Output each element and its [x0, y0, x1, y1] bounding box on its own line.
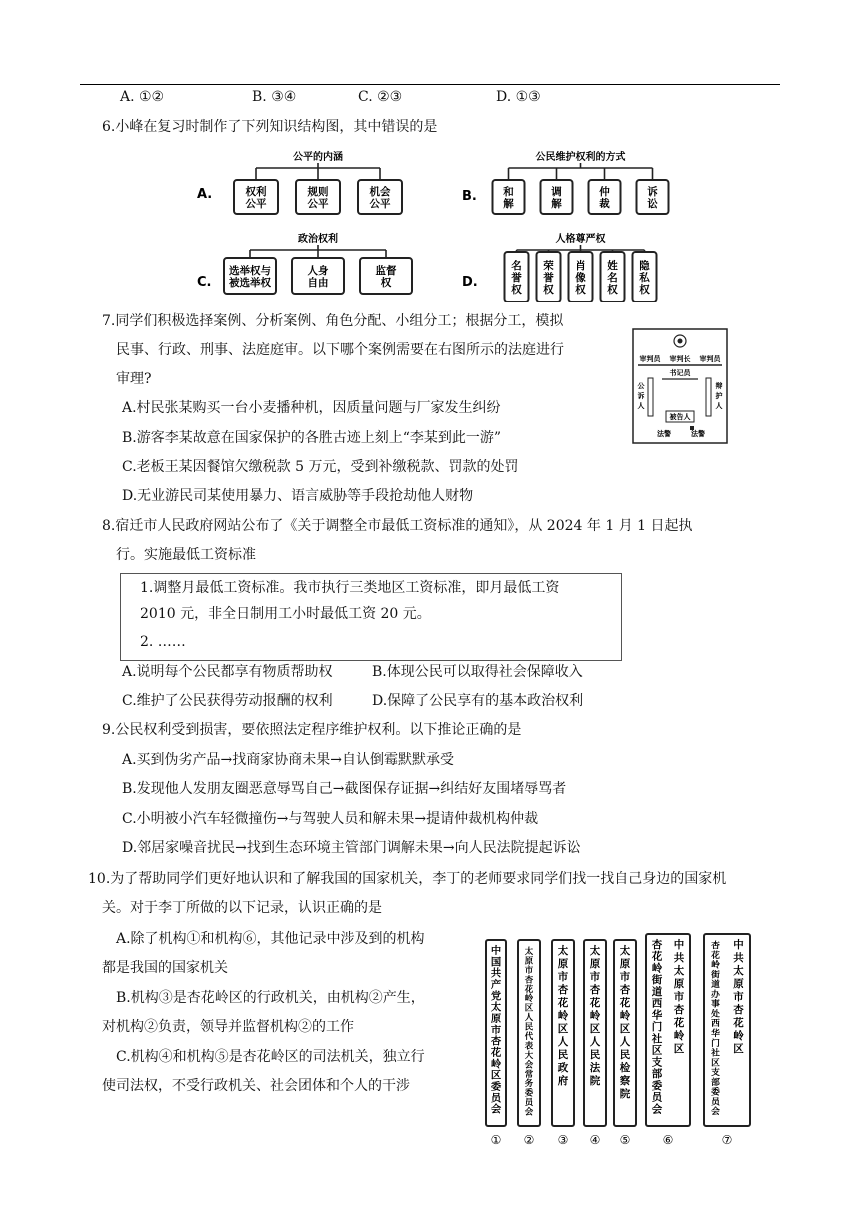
q6-node-label: 裁 [599, 198, 610, 210]
q6-diagram-title: 人格尊严权 [555, 234, 606, 245]
q10-stem-line1: 10.为了帮助同学们更好地认识和了解我国的国家机关，李丁的老师要求同学们找一找自己身边的国家机 [88, 871, 727, 887]
signboard-number: ② [523, 1133, 535, 1147]
signboard-char: 民 [524, 1021, 534, 1032]
q6-node-label: 人身 [307, 265, 329, 277]
court-prosecutor-label: 人 [637, 402, 645, 410]
q10-option-b-line1: B.机构③是杏花岭区的行政机关，由机构②产生， [116, 990, 425, 1006]
signboard-number: ④ [589, 1133, 601, 1147]
q6-node-label: 机会 [369, 186, 391, 198]
signboard-char: 西 [711, 1019, 720, 1030]
signboard-char: 务 [524, 1078, 534, 1089]
signboard-number: ⑦ [721, 1133, 733, 1147]
signboard-number: ⑥ [662, 1133, 674, 1147]
q6-node-label: 自由 [307, 277, 329, 289]
q6-node-label: 权 [543, 284, 554, 296]
signboard-char: 市 [733, 991, 744, 1003]
signboard-number: ① [490, 1133, 502, 1147]
signboard-char: 员 [524, 1097, 534, 1108]
q6-node-label: 誉 [511, 272, 522, 284]
signboard-char: 部 [651, 1068, 663, 1081]
q6-node-label: 和 [503, 186, 514, 198]
q6-node-label: 誉 [543, 272, 554, 284]
q6-node-label: 调 [551, 186, 562, 198]
court-defender-label: 护 [715, 392, 723, 400]
q7-stem-line3: 审理? [116, 371, 152, 387]
signboard-char: 市 [524, 964, 534, 975]
q7-option-c: C.老板王某因餐馆欠缴税款 5 万元，受到补缴税款、罚款的处罚 [122, 459, 519, 475]
court-clerk-label: 书记员 [669, 369, 691, 377]
q9-option-c: C.小明被小汽车轻微撞伤→与驾驶人员和解未果→提请仲裁机构仲裁 [122, 811, 539, 827]
q6-node-label: 权 [511, 284, 522, 296]
signboard-char: 太 [733, 965, 744, 977]
signboard-char: 太 [619, 945, 631, 957]
q7-option-b: B.游客李某故意在国家保护的各胜古迹上刻上“李某到此一游” [122, 430, 502, 446]
signboard-2 [518, 940, 540, 1147]
q6-node-label: 公平 [369, 198, 391, 210]
q6-diagram-a [197, 150, 402, 214]
signboard-char: 员 [490, 1092, 502, 1105]
signboard-char: 表 [524, 1040, 534, 1051]
court-prosecutor-label: 诉 [637, 392, 645, 400]
q6-node-label: 讼 [647, 198, 658, 210]
signboard-char: 花 [589, 997, 601, 1009]
court-defender-label: 辩 [715, 382, 723, 390]
signboard-char: 共 [490, 967, 502, 980]
signboard-char: 区 [557, 1023, 569, 1035]
signboard-char: 原 [733, 978, 744, 990]
signboard-char: 中 [490, 945, 502, 957]
q10-stem-line2: 关。对于李丁所做的以下记录，认识正确的是 [102, 900, 382, 916]
signboard-char: 中 [673, 939, 685, 951]
q6-node-label: 权利 [245, 186, 267, 198]
signboard-char: 岭 [651, 962, 663, 975]
q5-option-c: C. ②③ [358, 89, 403, 105]
signboard-char: 民 [589, 1049, 601, 1061]
q6-option-letter: A. [197, 187, 213, 202]
signboard-char: 处 [711, 1009, 720, 1020]
q6-structure-diagrams [195, 148, 675, 302]
q5-option-b: B. ③④ [252, 89, 297, 105]
signboard-char: 党 [490, 990, 502, 1003]
signboard-char: 原 [673, 978, 685, 990]
signboard-char: 原 [490, 1013, 502, 1025]
courtroom-layout-figure [632, 328, 728, 444]
signboard-char: 大 [524, 1049, 534, 1060]
court-bailiff-label: 法警 [691, 430, 705, 438]
signboard-char: 杏 [651, 939, 663, 951]
signboard-char: 区 [619, 1023, 631, 1035]
q6-node-label: 荣 [543, 260, 554, 272]
signboard-char: 原 [524, 955, 534, 966]
signboard-char: 员 [711, 1097, 720, 1108]
q9-option-a: A.买到伪劣产品→找商家协商未果→自认倒霉默默承受 [122, 752, 455, 768]
signboard-char: 市 [673, 991, 685, 1003]
q9-option-b: B.发现他人发朋友圈恶意辱骂自己→截图保存证据→纠结好友围堵辱骂者 [122, 781, 567, 797]
court-defender-label: 人 [715, 402, 723, 410]
q6-node-label: 像 [575, 272, 586, 284]
signboard-char: 杏 [619, 984, 631, 996]
q6-diagram-d [462, 232, 657, 302]
q6-node-label: 解 [551, 198, 562, 210]
q5-option-d: D. ①③ [496, 89, 541, 105]
q5-option-a: A. ①② [120, 89, 165, 105]
q6-node-label: 公平 [245, 198, 267, 210]
signboard-5 [614, 940, 636, 1147]
signboard-char: 花 [619, 997, 631, 1009]
signboard-char: 区 [490, 1069, 502, 1082]
q6-stem: 6.小峰在复习时制作了下列知识结构图，其中错误的是 [102, 119, 438, 135]
court-defendant-label: 被告人 [669, 413, 691, 421]
signboard-char: 原 [589, 958, 601, 970]
signboard-char: 府 [557, 1075, 569, 1087]
signboard-char: 部 [711, 1077, 720, 1088]
q6-node-label: 公平 [307, 198, 329, 210]
signboard-char: 共 [673, 952, 685, 964]
signboard-number: ⑤ [619, 1133, 631, 1147]
signboard-char: 花 [557, 997, 569, 1009]
signboard-char: 西 [651, 997, 663, 1010]
signboard-char: 岭 [733, 1030, 744, 1042]
signboard-char: 市 [619, 971, 631, 983]
signboard-char: 察 [619, 1075, 631, 1087]
q7-stem-line2: 民事、行政、刑事、法庭庭审。以下哪个案例需要在右图所示的法庭进行 [116, 342, 564, 358]
defender-desk [706, 378, 711, 416]
q7-option-a: A.村民张某购买一台小麦播种机，因质量问题与厂家发生纠纷 [122, 400, 501, 416]
q6-node-label: 权 [380, 277, 392, 289]
q10-option-a-line2: 都是我国的国家机关 [102, 960, 228, 976]
q8-box-line3: 2. …… [140, 634, 186, 650]
q7-stem-line1: 7.同学们积极选择案例、分析案例、角色分配、小组分工；根据分工，模拟 [102, 313, 564, 329]
q6-diagram-title: 公民维护权利的方式 [535, 152, 626, 163]
q6-node-label: 仲 [599, 186, 610, 198]
signboard-char: 杏 [524, 974, 534, 985]
signboard-char: 院 [589, 1075, 601, 1087]
signboard-3 [552, 940, 574, 1147]
q8-box-line1: 1.调整月最低工资标准。我市执行三类地区工资标准，即月最低工资 [140, 580, 560, 596]
signboard-number: ③ [557, 1133, 569, 1147]
signboard-char: 原 [619, 958, 631, 970]
signboard-char: 会 [651, 1103, 663, 1116]
q6-node-label: 权 [607, 284, 618, 296]
signboard-char: 市 [557, 971, 569, 983]
q8-option-c: C.维护了公民获得劳动报酬的权利 [122, 693, 333, 709]
court-judge-label: 审判员 [639, 355, 661, 363]
signboard-char: 杏 [589, 984, 601, 996]
signboard-char: 杏 [557, 984, 569, 996]
signboard-char: 太 [490, 1001, 502, 1014]
signboard-char: 社 [651, 1032, 663, 1045]
q6-diagram-b [462, 150, 669, 214]
signboard-char: 街 [711, 970, 720, 981]
signboard-char: 办 [711, 989, 720, 1000]
q6-diagram-title: 政治权利 [298, 234, 338, 245]
signboard-char: 区 [651, 1044, 663, 1057]
signboard-char: 太 [589, 945, 601, 957]
signboard-char: 检 [619, 1062, 631, 1074]
q6-node-label: 解 [503, 198, 514, 210]
signboard-char: 花 [524, 983, 534, 994]
signboard-4 [584, 940, 606, 1147]
signboard-char: 岭 [711, 960, 720, 971]
q8-box-line2: 2010 元，非全日制用工小时最低工资 20 元。 [140, 606, 431, 622]
signboard-char: 会 [524, 1106, 534, 1117]
signboard-char: 委 [651, 1079, 663, 1092]
signboard-char: 杏 [711, 941, 720, 951]
q6-node-label: 私 [639, 272, 650, 284]
signboard-char: 支 [711, 1068, 720, 1079]
q9-stem: 9.公民权利受到损害，要依照法定程序维护权利。以下推论正确的是 [102, 722, 522, 738]
national-emblem-center [678, 339, 683, 344]
signboard-char: 人 [557, 1036, 569, 1048]
signboard-char: 社 [711, 1048, 720, 1059]
signboard-char: 人 [524, 1012, 534, 1023]
signboard-char: 太 [524, 946, 534, 956]
q6-node-label: 选举权与 [229, 265, 271, 277]
signboard-char: 人 [589, 1036, 601, 1048]
signboard-char: 道 [711, 980, 720, 991]
signboard-6 [646, 934, 690, 1147]
signboard-char: 产 [490, 979, 502, 991]
signboard-char: 支 [651, 1056, 663, 1069]
signboard-char: 法 [589, 1062, 601, 1074]
signboard-char: 委 [524, 1087, 534, 1098]
signboard-char: 花 [733, 1017, 744, 1029]
signboard-1 [486, 940, 506, 1147]
signboard-char: 岭 [589, 1010, 601, 1022]
signboard-char: 岭 [490, 1058, 502, 1071]
signboard-char: 会 [490, 1103, 502, 1116]
q6-node-label: 被选举权 [229, 277, 271, 289]
signboard-char: 院 [619, 1088, 631, 1100]
signboard-char: 员 [651, 1091, 663, 1104]
q6-node-label: 肖 [575, 260, 586, 272]
signboard-char: 人 [619, 1036, 631, 1048]
signboard-char: 会 [524, 1059, 534, 1070]
q8-option-a: A.说明每个公民都享有物质帮助权 [122, 664, 333, 680]
signboard-char: 区 [524, 1002, 534, 1013]
signboard-char: 市 [589, 971, 601, 983]
q6-node-label: 规则 [307, 186, 329, 198]
q8-option-b: B.体现公民可以取得社会保障收入 [372, 664, 583, 680]
q6-option-letter: D. [462, 275, 478, 290]
signboard-7 [704, 934, 750, 1147]
signboard-char: 常 [524, 1068, 534, 1079]
signboard-char: 民 [557, 1049, 569, 1061]
signboard-char: 岭 [673, 1030, 685, 1042]
signboard-char: 民 [619, 1049, 631, 1061]
signboard-char: 政 [557, 1062, 569, 1074]
court-judge-label: 审判员 [699, 355, 721, 363]
signboard-char: 花 [673, 1017, 685, 1029]
signboard-char: 杏 [733, 1004, 744, 1016]
signboard-char: 事 [711, 999, 720, 1010]
court-prosecutor-label: 公 [637, 382, 645, 390]
signboard-char: 会 [711, 1107, 720, 1118]
q6-node-label: 诉 [647, 186, 658, 198]
signboard-char: 岭 [557, 1010, 569, 1022]
signboard-char: 花 [711, 950, 720, 961]
q10-option-a-line1: A.除了机构①和机构⑥，其他记录中涉及到的机构 [116, 931, 425, 947]
q6-node-label: 姓 [607, 260, 618, 272]
signboard-char: 共 [733, 952, 744, 964]
signboard-char: 华 [651, 1009, 663, 1022]
signboard-char: 太 [673, 965, 685, 977]
q6-diagram-title: 公平的内涵 [293, 152, 343, 163]
signboard-char: 太 [557, 945, 569, 957]
signboard-char: 华 [711, 1029, 720, 1039]
q6-option-letter: B. [462, 189, 477, 204]
signboard-char: 街 [651, 974, 663, 987]
header-rule [80, 84, 780, 85]
q6-node-label: 隐 [639, 260, 650, 272]
q10-option-c-line1: C.机构④和机构⑤是杏花岭区的司法机关，独立行 [116, 1049, 425, 1065]
q8-stem-line1: 8.宿迁市人民政府网站公布了《关于调整全市最低工资标准的通知》，从 2024 年 1 月 1 日起执 [102, 518, 693, 534]
signboard-char: 花 [490, 1047, 502, 1059]
q6-node-label: 名 [511, 260, 522, 272]
signboard-char: 花 [651, 950, 663, 963]
signboard-char: 市 [490, 1024, 502, 1037]
signboard-char: 原 [557, 958, 569, 970]
q6-node-label: 名 [607, 272, 618, 284]
q7-option-d: D.无业游民司某使用暴力、语言威胁等手段抢劫他人财物 [122, 488, 474, 504]
q8-stem-line2: 行。实施最低工资标准 [116, 547, 256, 563]
prosecutor-desk [648, 378, 653, 416]
signboard-char: 杏 [490, 1035, 502, 1048]
signboard-char: 门 [651, 1021, 663, 1034]
signboard-char: 区 [673, 1043, 685, 1055]
signboard-char: 区 [711, 1058, 720, 1069]
signboard-char: 道 [651, 985, 663, 998]
q6-node-label: 权 [639, 284, 650, 296]
signboard-char: 委 [490, 1081, 502, 1093]
q8-option-d: D.保障了公民享有的基本政治权利 [372, 693, 584, 709]
signboard-char: 区 [589, 1023, 601, 1035]
q6-diagram-c [197, 232, 412, 294]
q6-node-label: 监督 [375, 265, 397, 277]
court-bailiff-label: 法警 [657, 430, 671, 438]
signboard-char: 区 [733, 1043, 744, 1055]
q6-option-letter: C. [197, 275, 212, 290]
signboard-char: 委 [711, 1087, 720, 1098]
signboard-char: 岭 [619, 1010, 631, 1022]
signboard-char: 杏 [673, 1004, 685, 1016]
q9-option-d: D.邻居家噪音扰民→找到生态环境主管部门调解未果→向人民法院提起诉讼 [122, 840, 581, 856]
institution-signboards-figure [478, 928, 754, 1152]
signboard-char: 国 [490, 956, 502, 969]
q10-option-b-line2: 对机构②负责，领导并监督机构②的工作 [102, 1019, 354, 1035]
court-judge-label: 审判长 [669, 355, 691, 363]
signboard-char: 代 [524, 1031, 534, 1041]
signboard-char: 岭 [524, 993, 534, 1004]
q6-node-label: 权 [575, 284, 586, 296]
signboard-char: 中 [733, 939, 744, 951]
q10-option-c-line2: 使司法权，不受行政机关、社会团体和个人的干涉 [102, 1078, 410, 1094]
signboard-char: 门 [711, 1038, 720, 1049]
